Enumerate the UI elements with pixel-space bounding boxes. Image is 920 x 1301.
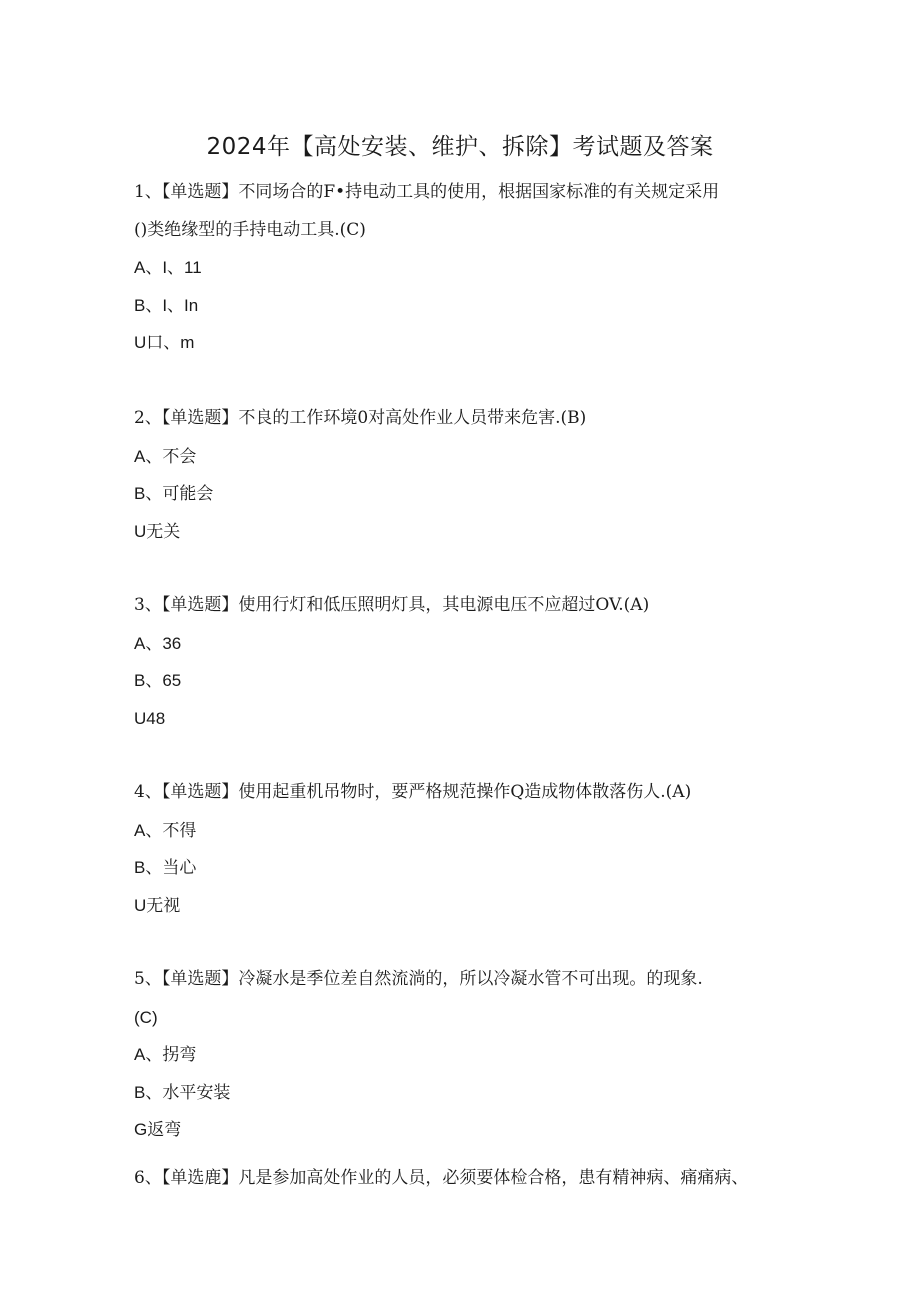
option-b: B、I、In [134, 295, 199, 315]
option-a: A、I、11 [134, 258, 202, 277]
option-c: G返弯 [134, 1120, 182, 1139]
question-text: 2、【单选题】不良的工作环境0对高处作业人员带来危害.(B) [134, 408, 587, 428]
question-3 [134, 587, 774, 737]
question-text: 5、【单选题】冷凝水是季位差自然流淌的，所以冷凝水管不可出现。的现象. [134, 969, 703, 989]
option-a: A、不得 [134, 820, 197, 840]
question-answer: (C) [134, 1007, 158, 1027]
question-text: 1、【单选题】不同场合的F•持电动工具的使用，根据国家标准的有关规定采用 [134, 182, 720, 202]
question-6 [134, 1160, 774, 1198]
question-text: 4、【单选题】使用起重机吊物时，要严格规范操作Q造成物体散落伤人.(A) [134, 782, 692, 802]
question-text: 6、【单选鹿】凡是参加高处作业的人员，必须要体检合格，患有精神病、痛痛病、 [134, 1168, 749, 1188]
question-4 [134, 774, 774, 924]
option-b: B、当心 [134, 858, 197, 877]
document-title: 2024年【高处安装、维护、拆除】考试题及答案 [206, 134, 714, 160]
option-b: B、水平安装 [134, 1082, 231, 1102]
option-c: U48 [134, 708, 166, 728]
option-b: B、可能会 [134, 484, 214, 503]
option-b: B、65 [134, 671, 182, 690]
question-1 [134, 174, 774, 362]
question-text: ()类绝缘型的手持电动工具.(C) [134, 219, 366, 240]
option-a: A、36 [134, 633, 182, 653]
question-text: 3、【单选题】使用行灯和低压照明灯具，其电源电压不应超过OV.(A) [134, 595, 650, 615]
option-a: A、不会 [134, 446, 197, 466]
option-c: U无关 [134, 521, 181, 541]
question-2 [134, 400, 774, 550]
option-a: A、拐弯 [134, 1045, 197, 1064]
question-5 [134, 961, 774, 1149]
option-c: U无视 [134, 895, 181, 915]
option-c: U口、m [134, 333, 195, 352]
